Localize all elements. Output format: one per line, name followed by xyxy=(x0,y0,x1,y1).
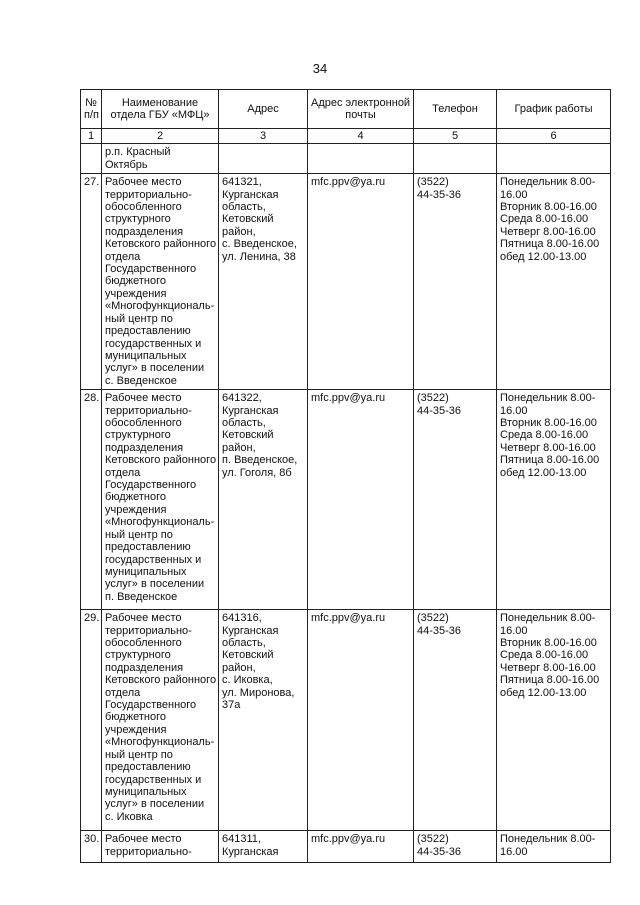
cell-line: Четверг 8.00-16.00 xyxy=(500,441,596,454)
cell-line: Среда 8.00-16.00 xyxy=(500,429,589,442)
cell-line: Курганская xyxy=(222,624,279,637)
cell-line: область, xyxy=(222,201,266,214)
cell-line: учреждения xyxy=(105,503,167,516)
cell-line: обособленного xyxy=(105,637,182,650)
cell-line: территориально- xyxy=(105,404,192,417)
continuation-row xyxy=(81,144,611,174)
cell-line: отдела xyxy=(105,466,141,479)
phone-cell xyxy=(414,390,497,610)
address-cell xyxy=(219,610,308,831)
cell-line: муниципальных xyxy=(105,785,187,798)
cell-line: структурного xyxy=(105,429,171,442)
cell-line: услуг» в поселении xyxy=(105,362,205,375)
cell-line: ул. Гоголя, 8б xyxy=(222,466,292,479)
cell-line: Среда 8.00-16.00 xyxy=(500,213,589,226)
header-address: Адрес xyxy=(219,90,308,129)
cell-line: Пятница 8.00-16.00 xyxy=(500,238,600,251)
continuation-empty-cell xyxy=(219,144,308,174)
cell-line: (3522) xyxy=(417,176,449,189)
cell-line: «Многофункциональ- xyxy=(105,516,215,529)
table-row xyxy=(81,174,611,390)
cell-line: Курганская xyxy=(222,188,279,201)
cell-line: район, xyxy=(222,441,256,454)
cell-line: 16.00 xyxy=(500,404,528,417)
page-number: 34 xyxy=(312,61,328,76)
address-cell xyxy=(219,390,308,610)
cell-line: учреждения xyxy=(105,287,167,300)
cell-line: 641322, xyxy=(222,392,262,405)
cell-line: Кетовского районного xyxy=(105,238,217,251)
cell-line: 16.00 xyxy=(500,845,528,858)
cell-line: Кетовский xyxy=(222,429,274,442)
cell-line: Понедельник 8.00- xyxy=(500,612,596,625)
table-row xyxy=(81,831,611,863)
mfc-offices-table xyxy=(80,89,611,863)
schedule-cell xyxy=(497,390,611,610)
table-row xyxy=(81,390,611,610)
cell-line: ный центр по xyxy=(105,748,173,761)
cell-line: с. Введенское xyxy=(105,374,177,387)
column-index: 2 xyxy=(102,129,219,144)
cell-line: Понедельник 8.00- xyxy=(500,833,596,846)
column-index-row xyxy=(81,129,611,144)
cell-line: государственных и xyxy=(105,553,202,566)
cell-line: предоставлению xyxy=(105,325,191,338)
cell-line: район, xyxy=(222,225,256,238)
cell-line: 641321, xyxy=(222,176,262,189)
cell-line: Четверг 8.00-16.00 xyxy=(500,661,596,674)
cell-line: Понедельник 8.00- xyxy=(500,392,596,405)
cell-line: Курганская xyxy=(222,845,279,858)
phone-cell xyxy=(414,610,497,831)
cell-line: 641311, xyxy=(222,833,261,846)
cell-line: предоставлению xyxy=(105,761,191,774)
cell-line: с. Введенское, xyxy=(222,238,297,251)
continuation-text: р.п. Красный Октябрь xyxy=(102,144,219,174)
cell-line: 37а xyxy=(222,699,241,712)
continuation-empty-cell xyxy=(414,144,497,174)
cell-line: район, xyxy=(222,661,256,674)
office-name-cell xyxy=(102,174,219,390)
cell-line: бюджетного xyxy=(105,491,166,504)
cell-line: предоставлению xyxy=(105,541,191,554)
row-number: 28. xyxy=(81,390,102,610)
cell-line: территориально- xyxy=(105,188,192,201)
cell-line: Курганская xyxy=(222,404,279,417)
schedule-cell xyxy=(497,610,611,831)
office-name-cell xyxy=(102,831,219,863)
cell-line: муниципальных xyxy=(105,565,187,578)
header-name: Наименование отдела ГБУ «МФЦ» xyxy=(102,90,219,129)
row-number: 29. xyxy=(81,610,102,831)
cell-line: государственных и xyxy=(105,337,202,350)
cell-line: территориально- xyxy=(105,845,192,858)
cell-line: бюджетного xyxy=(105,711,166,724)
cell-line: Рабочее место xyxy=(105,392,182,405)
continuation-empty-cell xyxy=(81,144,102,174)
cell-line: 44-35-36 xyxy=(417,624,462,637)
cell-line: Вторник 8.00-16.00 xyxy=(500,417,597,430)
email-cell: mfc.ppv@ya.ru xyxy=(308,174,414,390)
header-phone: Телефон xyxy=(414,90,497,129)
cell-line: услуг» в поселении xyxy=(105,798,205,811)
cell-line: Пятница 8.00-16.00 xyxy=(500,674,600,687)
cell-line: Кетовского районного xyxy=(105,674,217,687)
column-index: 4 xyxy=(308,129,414,144)
cell-line: обособленного xyxy=(105,201,182,214)
column-index: 5 xyxy=(414,129,497,144)
cell-line: с. Иковка, xyxy=(222,674,273,687)
header-schedule: График работы xyxy=(497,90,611,129)
office-name-cell xyxy=(102,610,219,831)
cell-line: 16.00 xyxy=(500,624,528,637)
column-index: 3 xyxy=(219,129,308,144)
cell-line: 44-35-36 xyxy=(417,188,462,201)
cell-line: 44-35-36 xyxy=(417,845,462,858)
cell-line: Четверг 8.00-16.00 xyxy=(500,225,596,238)
email-cell: mfc.ppv@ya.ru xyxy=(308,610,414,831)
cell-line: 641316, xyxy=(222,612,262,625)
continuation-empty-cell xyxy=(497,144,611,174)
cell-line: ул. Ленина, 38 xyxy=(222,250,296,263)
cell-line: обед 12.00-13.00 xyxy=(500,250,587,263)
cell-line: обед 12.00-13.00 xyxy=(500,466,587,479)
cell-line: структурного xyxy=(105,213,171,226)
cell-line: отдела xyxy=(105,686,141,699)
cell-line: (3522) xyxy=(417,612,449,625)
cell-line: Рабочее место xyxy=(105,612,182,625)
cell-line: 16.00 xyxy=(500,188,528,201)
phone-cell xyxy=(414,174,497,390)
schedule-cell xyxy=(497,174,611,390)
cell-line: п. Введенское, xyxy=(222,454,298,467)
header-num: № п/п xyxy=(81,90,102,129)
email-cell: mfc.ppv@ya.ru xyxy=(308,831,414,863)
cell-line: Кетовского районного xyxy=(105,454,217,467)
office-name-cell xyxy=(102,390,219,610)
header-row xyxy=(81,90,611,129)
cell-line: ный центр по xyxy=(105,312,173,325)
cell-line: Государственного xyxy=(105,479,197,492)
cell-line: обед 12.00-13.00 xyxy=(500,686,587,699)
table-row xyxy=(81,610,611,831)
address-cell xyxy=(219,831,308,863)
cell-line: п. Введенское xyxy=(105,590,178,603)
cell-line: отдела xyxy=(105,250,141,263)
cell-line: «Многофункциональ- xyxy=(105,300,215,313)
cell-line: подразделения xyxy=(105,441,184,454)
cell-line: Рабочее место xyxy=(105,833,182,846)
address-cell xyxy=(219,174,308,390)
schedule-cell xyxy=(497,831,611,863)
cell-line: структурного xyxy=(105,649,171,662)
cell-line: Пятница 8.00-16.00 xyxy=(500,454,600,467)
cell-line: территориально- xyxy=(105,624,192,637)
continuation-empty-cell xyxy=(308,144,414,174)
row-number: 27. xyxy=(81,174,102,390)
cell-line: область, xyxy=(222,637,266,650)
cell-line: Вторник 8.00-16.00 xyxy=(500,637,597,650)
cell-line: Кетовский xyxy=(222,649,274,662)
cell-line: Государственного xyxy=(105,699,197,712)
cell-line: учреждения xyxy=(105,723,167,736)
cell-line: бюджетного xyxy=(105,275,166,288)
cell-line: государственных и xyxy=(105,773,202,786)
cell-line: (3522) xyxy=(417,392,449,405)
cell-line: подразделения xyxy=(105,661,184,674)
cell-line: услуг» в поселении xyxy=(105,578,205,591)
cell-line: обособленного xyxy=(105,417,182,430)
cell-line: муниципальных xyxy=(105,349,187,362)
cell-line: (3522) xyxy=(417,833,449,846)
column-index: 1 xyxy=(81,129,102,144)
cell-line: ул. Миронова, xyxy=(222,686,295,699)
row-number: 30. xyxy=(81,831,102,863)
column-index: 6 xyxy=(497,129,611,144)
cell-line: Среда 8.00-16.00 xyxy=(500,649,589,662)
cell-line: область, xyxy=(222,417,266,430)
cell-line: Рабочее место xyxy=(105,176,182,189)
cell-line: 44-35-36 xyxy=(417,404,462,417)
cell-line: Государственного xyxy=(105,263,197,276)
cell-line: подразделения xyxy=(105,225,184,238)
cell-line: «Многофункциональ- xyxy=(105,736,215,749)
email-cell: mfc.ppv@ya.ru xyxy=(308,390,414,610)
cell-line: с. Иковка xyxy=(105,810,153,823)
phone-cell xyxy=(414,831,497,863)
cell-line: ный центр по xyxy=(105,528,173,541)
cell-line: Понедельник 8.00- xyxy=(500,176,596,189)
header-email: Адрес электронной почты xyxy=(308,90,414,129)
cell-line: Вторник 8.00-16.00 xyxy=(500,201,597,214)
cell-line: Кетовский xyxy=(222,213,274,226)
